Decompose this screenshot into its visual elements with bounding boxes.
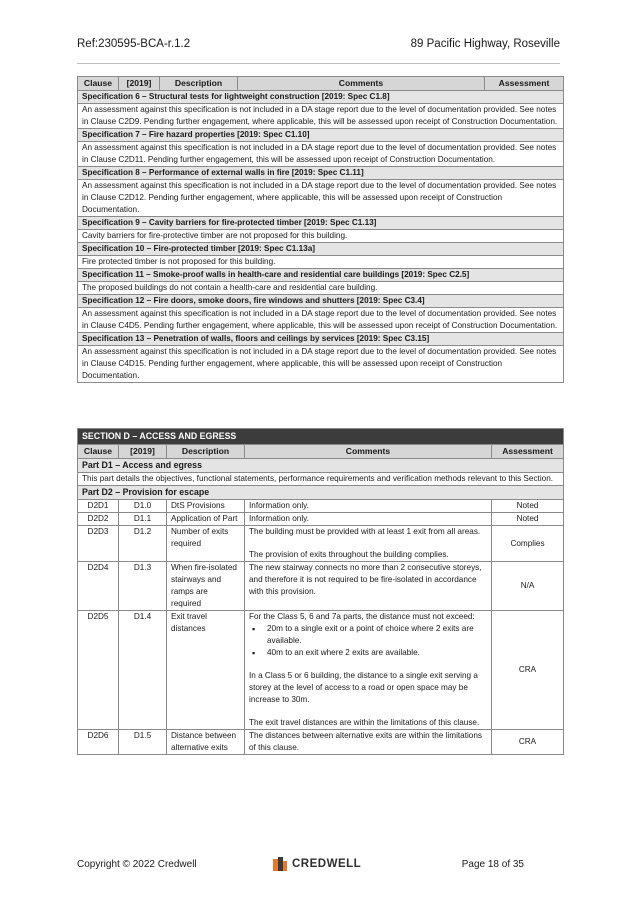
assessment-cell: Complies <box>492 526 564 562</box>
assessment-cell: CRA <box>492 730 564 755</box>
specification-text: An assessment against this specification is not included in a DA stage report due to the level of documentation provided. See notes in Clause C2D12. Pending further engagement, where applicable, this will be assessed upon receipt of Construction Documentation. <box>78 180 564 217</box>
clause-cell: D2D4 <box>78 562 119 611</box>
specification-text: Fire protected timber is not proposed for this building. <box>78 256 564 269</box>
specification-text: An assessment against this specification is not included in a DA stage report due to the level of documentation provided. See notes in Clause C2D9. Pending further engagement, where applicable, this will be assessed upon receipt of Construction Documentation. <box>78 104 564 129</box>
comment-paragraph: For the Class 5, 6 and 7a parts, the distance must not exceed: <box>249 612 475 621</box>
clause-cell: D2D1 <box>78 500 119 513</box>
specification-title: Specification 10 – Fire-protected timber [2019: Spec C1.13a] <box>78 243 564 256</box>
column-header-clause: Clause <box>78 77 119 91</box>
ref-2019-cell: D1.4 <box>119 611 167 730</box>
comment-paragraph: The exit travel distances are within the limitations of this clause. <box>249 718 480 727</box>
page-number: Page 18 of 35 <box>461 859 524 870</box>
comments-cell: The new stairway connects no more than 2 consecutive storeys, and therefore it is not required to be fire-isolated in accordance with this provision. <box>245 562 492 611</box>
clause-cell: D2D6 <box>78 730 119 755</box>
specification-title: Specification 11 – Smoke-proof walls in health-care and residential care buildings [2019: Spec C2.5] <box>78 269 564 282</box>
site-address: 89 Pacific Highway, Roseville <box>410 38 560 50</box>
section-title: SECTION D – ACCESS AND EGRESS <box>78 429 564 445</box>
header-divider <box>77 63 560 64</box>
comments-cell: Information only. <box>245 500 492 513</box>
logo-wordmark: CREDWELL <box>292 858 362 870</box>
description-cell: Exit travel distances <box>167 611 245 730</box>
specification-text: An assessment against this specification is not included in a DA stage report due to the level of documentation provided. See notes in Clause C4D15. Pending further engagement, where applicable, this will be assessed upon receipt of Construction Documentation. <box>78 346 564 383</box>
specifications-table <box>77 76 564 383</box>
specification-text: Cavity barriers for fire-protective timber are not proposed for this building. <box>78 230 564 243</box>
ref-2019-cell: D1.1 <box>119 513 167 526</box>
clause-cell: D2D5 <box>78 611 119 730</box>
table-row <box>78 500 564 513</box>
table-row <box>78 513 564 526</box>
table-row <box>78 730 564 755</box>
column-header-description: Description <box>160 77 238 91</box>
ref-2019-cell: D1.2 <box>119 526 167 562</box>
specification-title: Specification 6 – Structural tests for lightweight construction [2019: Spec C1.8] <box>78 91 564 104</box>
column-header-comments: Comments <box>238 77 485 91</box>
ref-2019-cell: D1.3 <box>119 562 167 611</box>
comment-paragraph: The provision of exits throughout the building complies. <box>249 550 449 559</box>
description-cell: Number of exits required <box>167 526 245 562</box>
column-header-comments: Comments <box>245 445 492 459</box>
assessment-cell: CRA <box>492 611 564 730</box>
table-row <box>78 611 564 730</box>
page-footer <box>77 857 560 875</box>
ref-2019-cell: D1.5 <box>119 730 167 755</box>
specification-title: Specification 8 – Performance of external walls in fire [2019: Spec C1.11] <box>78 167 564 180</box>
distance-bullet-list <box>249 623 487 659</box>
description-cell: Distance between alternative exits <box>167 730 245 755</box>
part-title: Part D2 – Provision for escape <box>78 486 564 500</box>
comment-paragraph: The building must be provided with at least 1 exit from all areas. <box>249 527 481 536</box>
description-cell: When fire-isolated stairways and ramps are required <box>167 562 245 611</box>
credwell-logo <box>273 857 361 871</box>
section-d-table <box>77 428 564 755</box>
column-header-clause: Clause <box>78 445 119 459</box>
clause-cell: D2D2 <box>78 513 119 526</box>
part-description: This part details the objectives, functional statements, performance requirements and verification methods relevant to this Section. <box>78 473 564 486</box>
page-header <box>77 38 560 56</box>
specification-title: Specification 13 – Penetration of walls, floors and ceilings by services [2019: Spec C3.15] <box>78 333 564 346</box>
specification-title: Specification 7 – Fire hazard properties [2019: Spec C1.10] <box>78 129 564 142</box>
clause-cell: D2D3 <box>78 526 119 562</box>
assessment-cell: Noted <box>492 500 564 513</box>
credwell-logo-icon <box>273 857 287 871</box>
ref-2019-cell: D1.0 <box>119 500 167 513</box>
comments-cell: The distances between alternative exits are within the limitations of this clause. <box>245 730 492 755</box>
report-reference: Ref:230595-BCA-r.1.2 <box>77 38 191 50</box>
description-cell: DtS Provisions <box>167 500 245 513</box>
table-header-row <box>78 77 564 91</box>
copyright-text: Copyright © 2022 Credwell <box>77 859 197 870</box>
specification-title: Specification 12 – Fire doors, smoke doors, fire windows and shutters [2019: Spec C3.4] <box>78 295 564 308</box>
specification-text: The proposed buildings do not contain a health-care and residential care building. <box>78 282 564 295</box>
comments-cell <box>245 526 492 562</box>
assessment-cell: N/A <box>492 562 564 611</box>
part-title: Part D1 – Access and egress <box>78 459 564 473</box>
assessment-cell: Noted <box>492 513 564 526</box>
bullet-item: ▪ 40m to an exit where 2 exits are available. <box>267 647 487 659</box>
specification-text: An assessment against this specification is not included in a DA stage report due to the level of documentation provided. See notes in Clause C4D5. Pending further engagement, where applicable, this will be assessed upon receipt of Construction Documentation. <box>78 308 564 333</box>
column-header-description: Description <box>167 445 245 459</box>
comment-paragraph: In a Class 5 or 6 building, the distance to a single exit serving a storey at the level of access to a road or open space may be increase to 30m. <box>249 671 478 704</box>
column-header-2019: [2019] <box>119 77 160 91</box>
specification-text: An assessment against this specification is not included in a DA stage report due to the level of documentation provided. See notes in Clause C2D11. Pending further engagement, this will be assessed upon receipt of Construction Documentation. <box>78 142 564 167</box>
column-header-2019: [2019] <box>119 445 167 459</box>
description-cell: Application of Part <box>167 513 245 526</box>
column-header-assessment: Assessment <box>492 445 564 459</box>
bullet-item: ▪ 20m to a single exit or a point of choice where 2 exits are available. <box>267 623 487 647</box>
column-header-assessment: Assessment <box>485 77 564 91</box>
comments-cell <box>245 611 492 730</box>
table-header-row <box>78 445 564 459</box>
table-row <box>78 526 564 562</box>
specification-title: Specification 9 – Cavity barriers for fire-protected timber [2019: Spec C1.13] <box>78 217 564 230</box>
table-row <box>78 562 564 611</box>
comments-cell: Information only. <box>245 513 492 526</box>
